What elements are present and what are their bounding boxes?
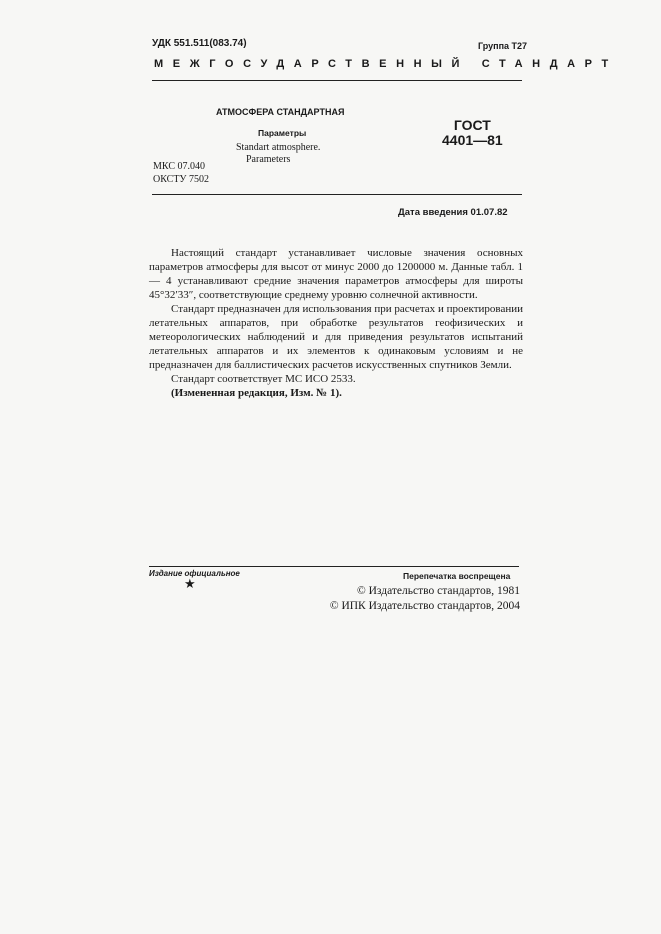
subtitle-ru: Параметры bbox=[258, 128, 307, 138]
copyright-1981: © Издательство стандартов, 1981 bbox=[356, 585, 520, 597]
udk-code: УДК 551.511(083.74) bbox=[152, 38, 247, 49]
amendment-note: (Измененная редакция, Изм. № 1). bbox=[171, 387, 342, 399]
star-icon: ★ bbox=[184, 576, 196, 591]
paragraph-2: Стандарт предназначен для использования при расчетах и проектировании летательных аппаратов, при обработке результатов геофизических и метеорологических наблюдений и для приведения результатов испытаний летательных аппаратов и их элементов к одинаковым условиям и не предназначен для баллистических расчетов искусственных спутников Земли. bbox=[149, 303, 523, 371]
header-rule bbox=[152, 80, 522, 81]
footer-rule bbox=[149, 566, 519, 567]
reprint-prohibited-label: Перепечатка воспрещена bbox=[403, 571, 511, 581]
title-en-line-2: Parameters bbox=[246, 154, 291, 165]
copyright-block bbox=[280, 584, 520, 613]
gost-number: 4401—81 bbox=[442, 132, 503, 148]
copyright-2004: © ИПК Издательство стандартов, 2004 bbox=[329, 599, 520, 612]
official-edition-label: Издание официальное bbox=[149, 569, 240, 578]
paragraph-1: Настоящий стандарт устанавливает числовые значения основных параметров атмосферы для высот от минус 2000 до 1200000 м. Данные табл. 1 — 4 устанавливают средние значения параметров атмосферы для широты 45°32′33″, соответствующие среднему уровню солнечной активности. bbox=[149, 247, 523, 301]
paragraph-3: Стандарт соответствует МС ИСО 2533. bbox=[171, 373, 356, 385]
group-code: Группа Т27 bbox=[478, 41, 528, 51]
interstate-standard-heading: МЕЖГОСУДАРСТВЕННЫЙ СТАНДАРТ bbox=[154, 58, 618, 70]
gost-label: ГОСТ bbox=[453, 117, 491, 133]
body-text bbox=[149, 246, 523, 400]
title-en bbox=[236, 142, 320, 166]
title-en-line-1: Standart atmosphere. bbox=[236, 142, 321, 153]
intro-date: Дата введения 01.07.82 bbox=[398, 207, 508, 218]
okstu-code: ОКСТУ 7502 bbox=[153, 174, 210, 185]
title-rule bbox=[152, 194, 522, 195]
gost-designation bbox=[442, 118, 503, 148]
mks-code: МКС 07.040 bbox=[153, 161, 205, 172]
classification-codes bbox=[153, 160, 209, 186]
title-ru: АТМОСФЕРА СТАНДАРТНАЯ bbox=[216, 107, 345, 117]
